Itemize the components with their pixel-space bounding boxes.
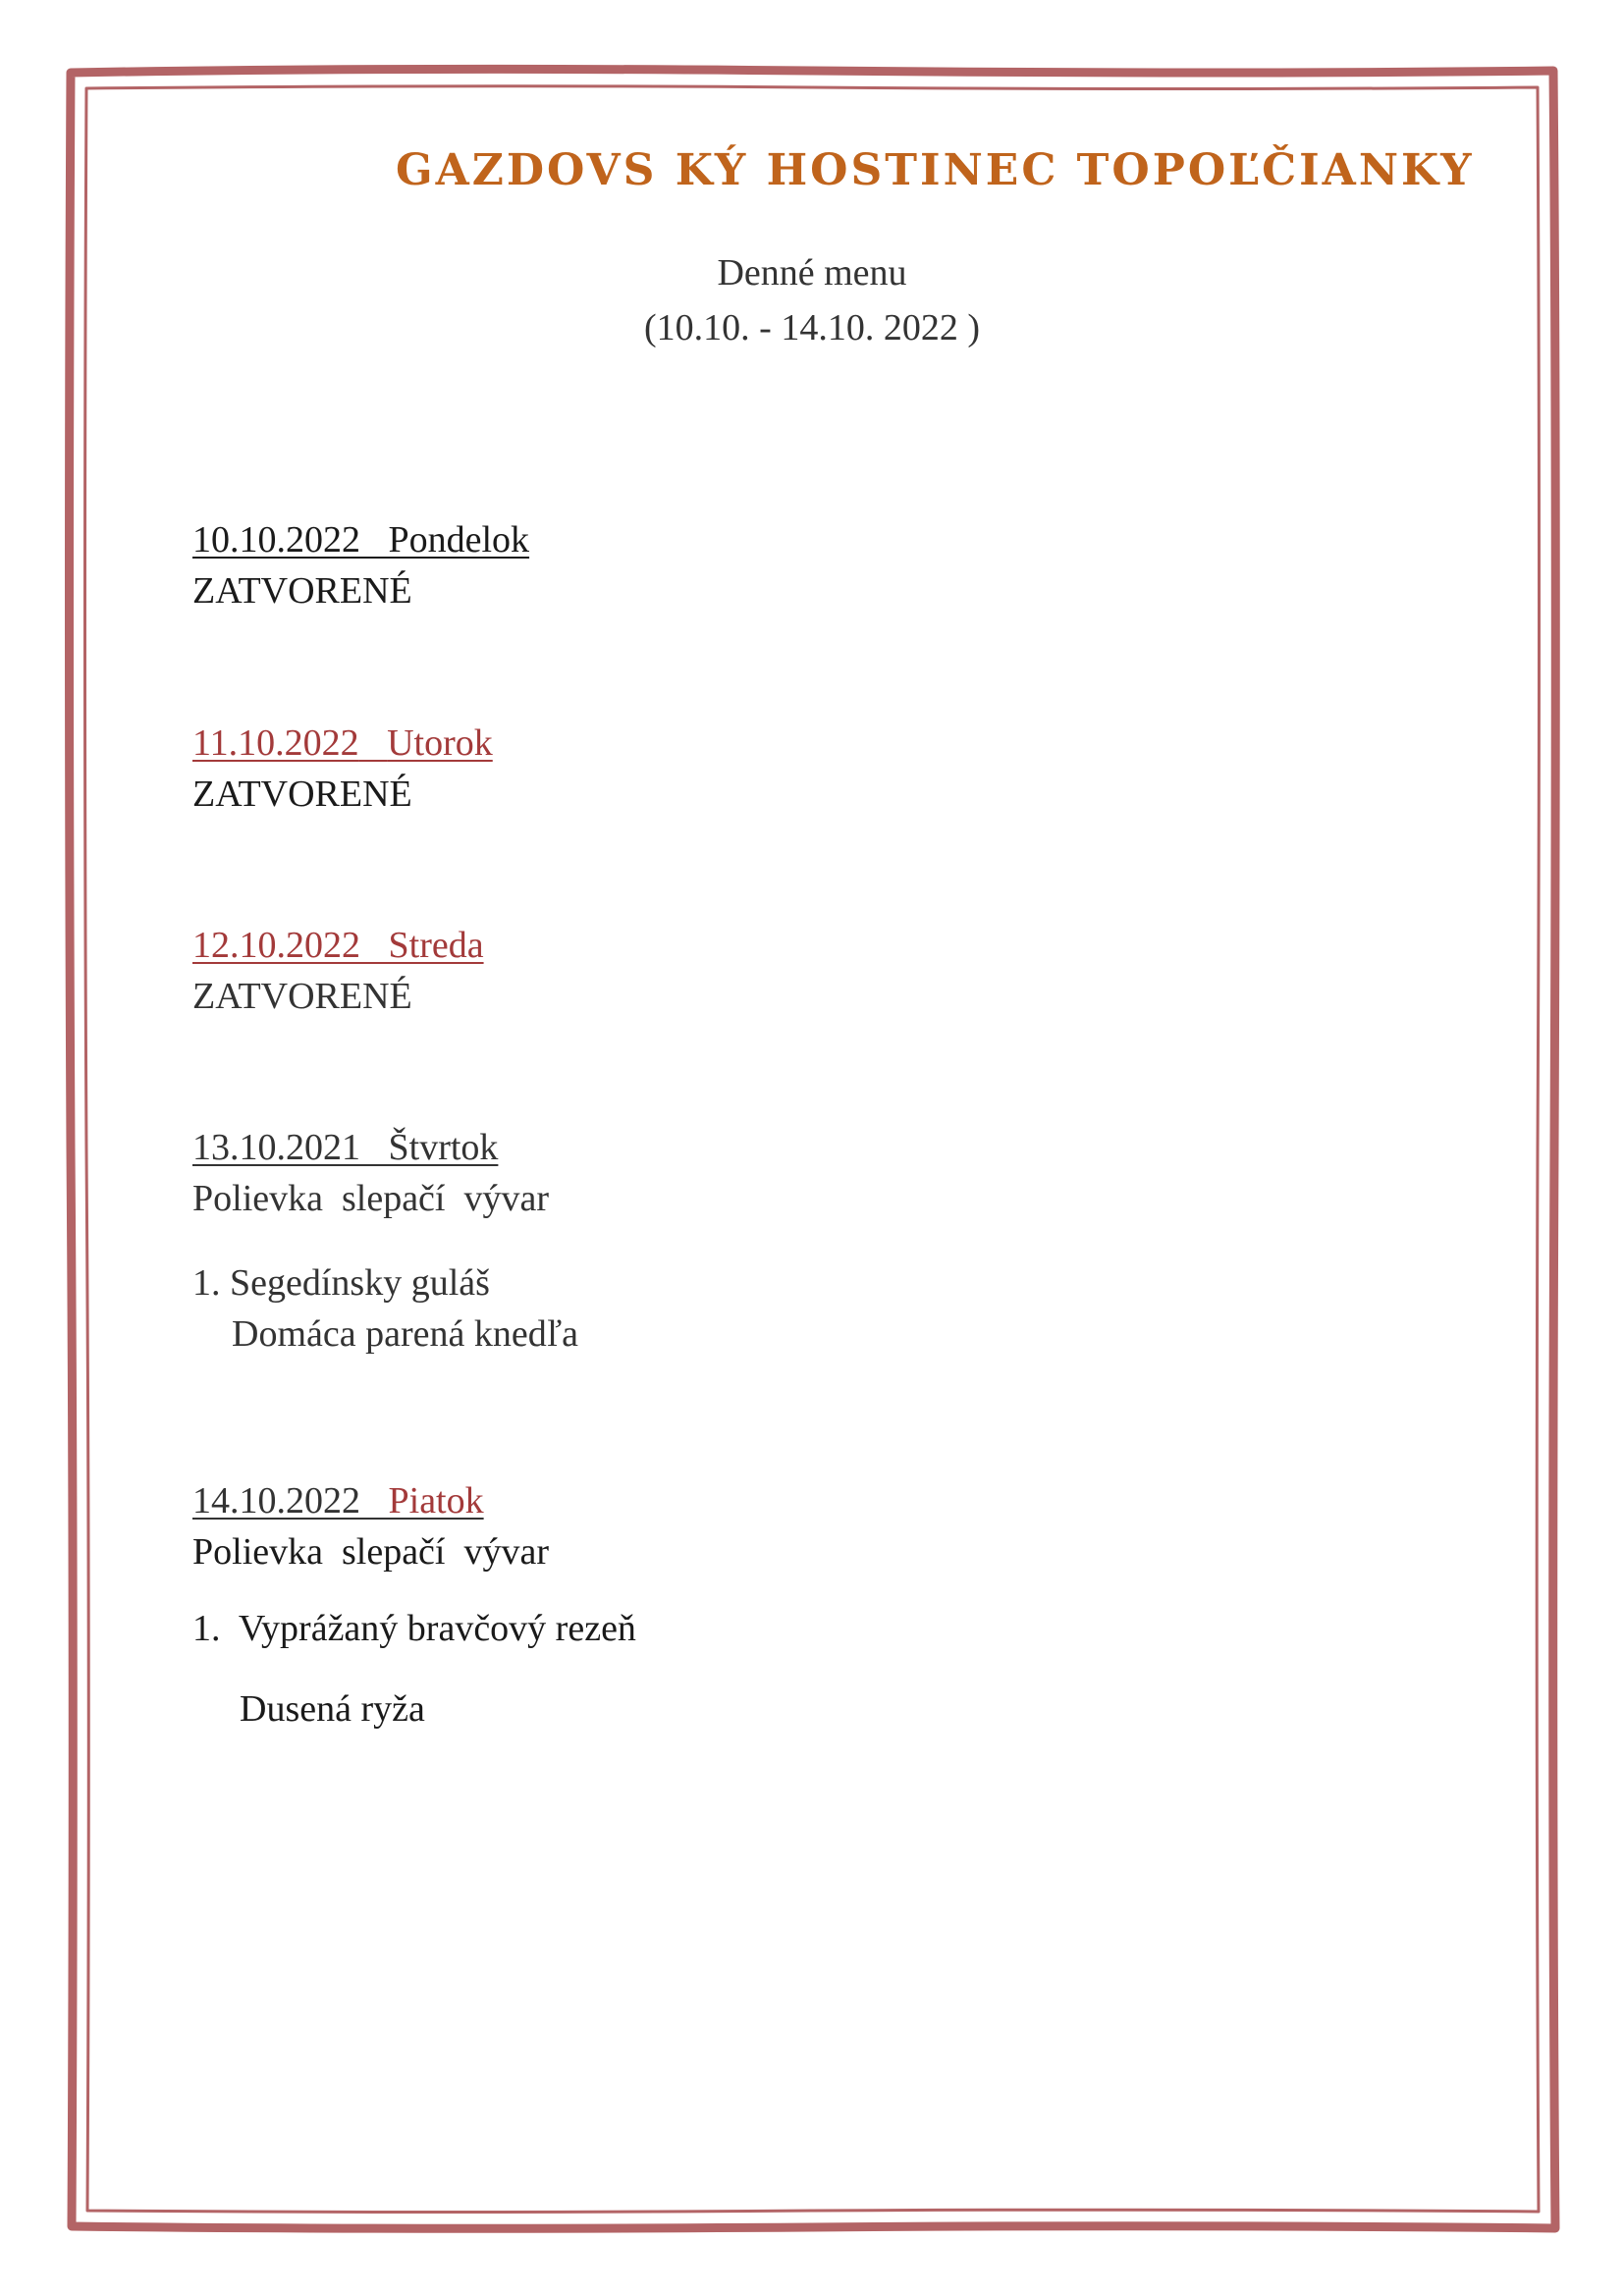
day-status: ZATVORENÉ	[192, 976, 412, 1017]
menu-subtitle: Denné menu	[717, 252, 907, 294]
day-status: ZATVORENÉ	[192, 570, 412, 612]
day-date: 13.10.2021	[192, 1127, 360, 1168]
soup-item: Polievka slepačí vývar	[192, 1531, 550, 1573]
day-block-wednesday	[192, 920, 484, 1022]
day-block-monday	[192, 514, 529, 616]
day-heading	[192, 1475, 636, 1526]
soup-item: Polievka slepačí vývar	[192, 1178, 550, 1219]
day-block-tuesday	[192, 718, 493, 820]
dish-main: 1. Segedínsky guláš	[192, 1262, 490, 1304]
day-heading	[192, 718, 493, 769]
day-name: Streda	[388, 925, 484, 966]
day-name: Piatok	[388, 1480, 484, 1522]
dish-side: Dusená ryža	[240, 1688, 425, 1730]
restaurant-title: GAZDOVS KÝ HOSTINEC TOPOĽČIANKY	[396, 145, 1475, 195]
day-date: 14.10.2022	[192, 1480, 360, 1522]
dish-side: Domáca parená knedľa	[232, 1313, 579, 1355]
day-date: 10.10.2022	[192, 519, 360, 561]
day-heading	[192, 920, 484, 971]
day-name: Štvrtok	[388, 1127, 499, 1168]
day-date: 12.10.2022	[192, 925, 360, 966]
menu-date-range: (10.10. - 14.10. 2022 )	[644, 307, 980, 348]
day-status: ZATVORENÉ	[192, 774, 412, 815]
day-name: Utorok	[387, 722, 493, 764]
day-date: 11.10.2022	[192, 722, 359, 764]
day-heading	[192, 514, 529, 565]
day-block-thursday	[192, 1122, 578, 1360]
day-heading	[192, 1122, 578, 1173]
day-name: Pondelok	[388, 519, 530, 561]
day-block-friday	[192, 1475, 636, 1735]
dish-main: 1. Vyprážaný bravčový rezeň	[192, 1608, 636, 1649]
